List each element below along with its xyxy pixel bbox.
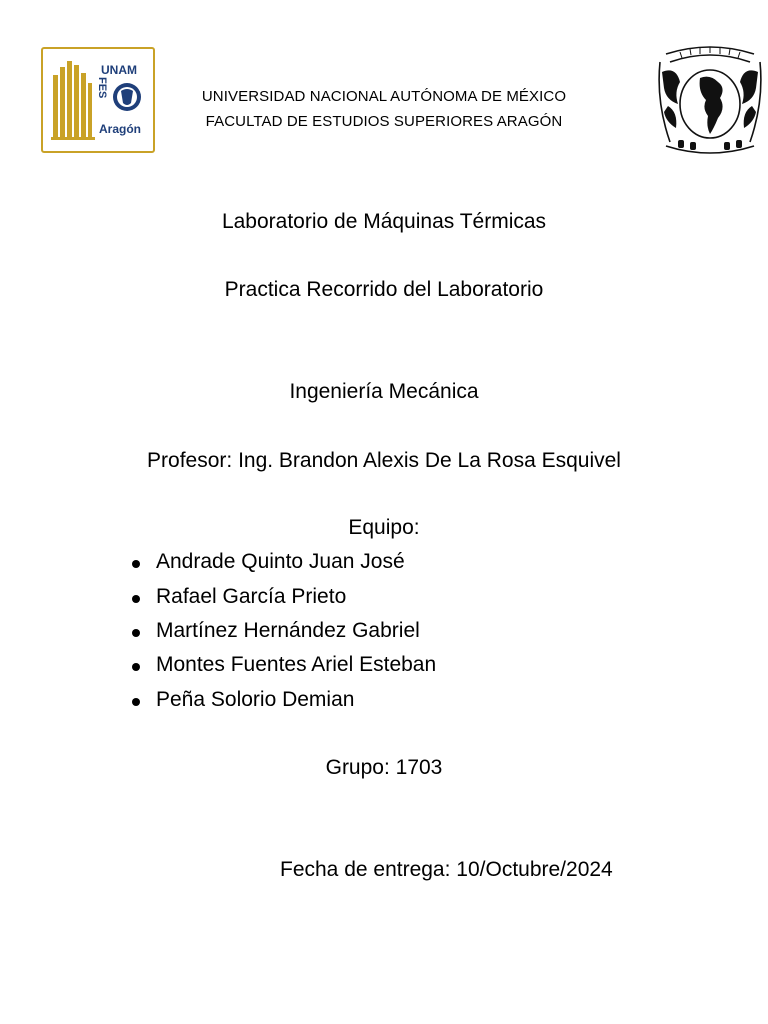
fes-text: FES [96, 77, 108, 99]
lab-title: Laboratorio de Máquinas Térmicas [221, 210, 547, 233]
bullet-icon [132, 595, 140, 603]
unam-text: UNAM [101, 63, 137, 77]
practice-title: Practica Recorrido del Laboratorio [224, 278, 544, 301]
list-item: Andrade Quinto Juan José [156, 550, 405, 574]
bullet-icon [132, 560, 140, 568]
professor-name: Profesor: Ing. Brandon Alexis De La Rosa Esquivel [147, 449, 621, 472]
due-date: Fecha de entrega: 10/Octubre/2024 [280, 858, 613, 881]
list-item: Martínez Hernández Gabriel [156, 619, 420, 643]
team-label: Equipo: [348, 516, 420, 539]
list-item: Peña Solorio Demian [156, 688, 354, 712]
bullet-icon [132, 629, 140, 637]
bullet-icon [132, 663, 140, 671]
university-name: UNIVERSIDAD NACIONAL AUTÓNOMA DE MÉXICO [201, 88, 567, 105]
faculty-name: FACULTAD DE ESTUDIOS SUPERIORES ARAGÓN [205, 113, 563, 130]
aragon-text: Aragón [99, 122, 141, 136]
list-item: Montes Fuentes Ariel Esteban [156, 653, 436, 677]
group-number: Grupo: 1703 [325, 756, 443, 779]
unam-seal-icon [656, 42, 764, 158]
bullet-icon [132, 698, 140, 706]
list-item: Rafael García Prieto [156, 585, 346, 609]
fes-aragon-logo-icon [41, 47, 155, 153]
career-name: Ingeniería Mecánica [289, 380, 479, 403]
